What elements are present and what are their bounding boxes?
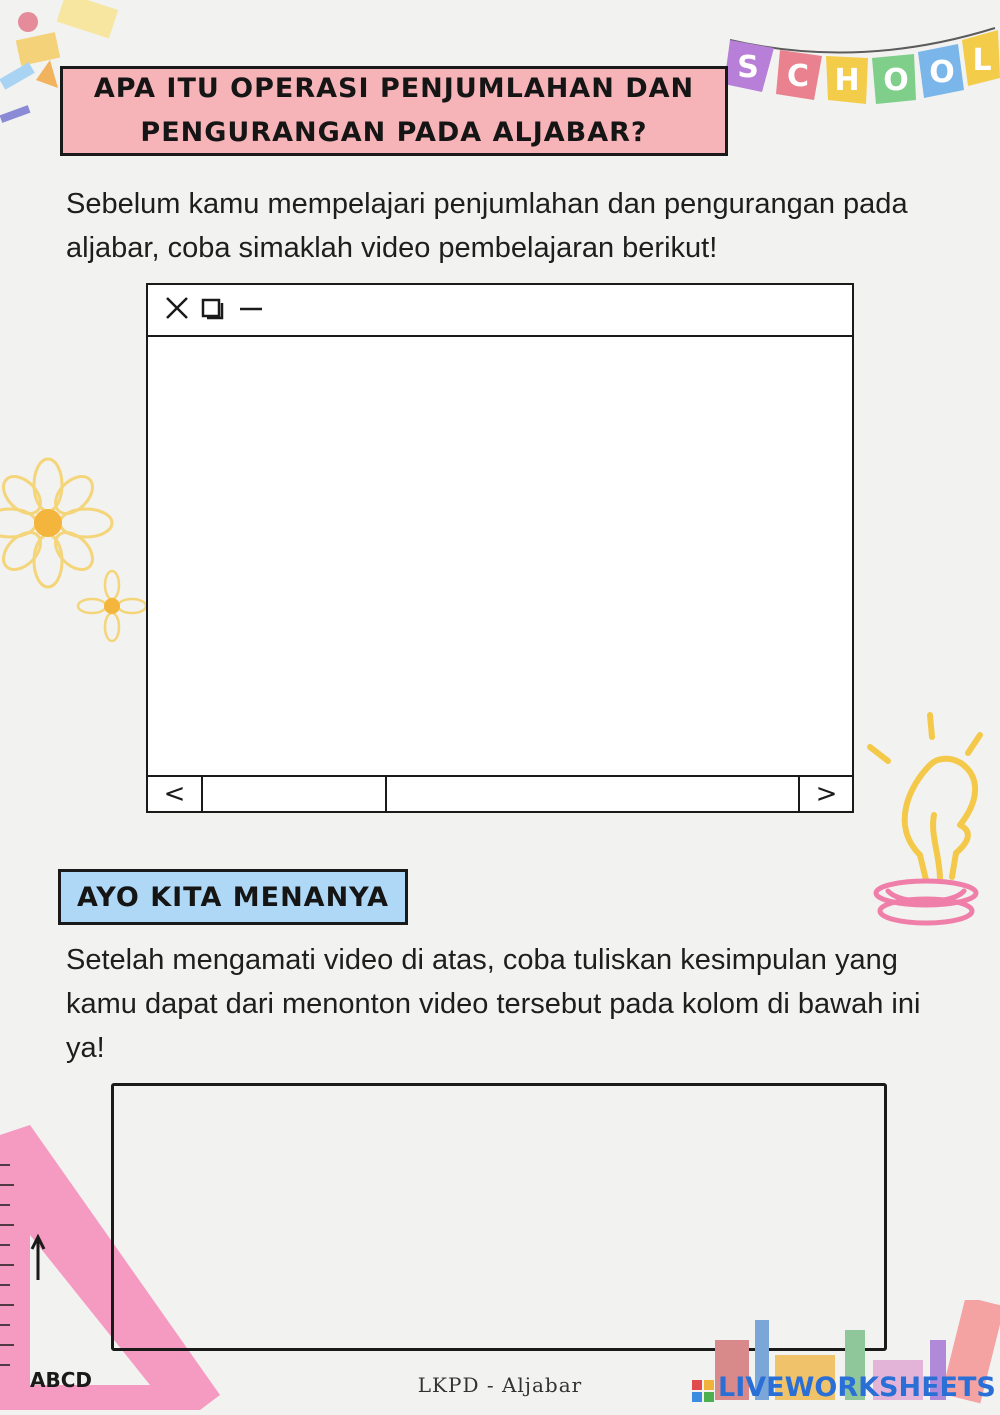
section-heading: AYO KITA MENANYA [76,881,390,913]
intro-paragraph: Sebelum kamu mempelajari penjumlahan dan pengurangan pada aljabar, coba simaklah video pembelajaran berikut! [66,188,908,264]
banner-letter: L [972,43,992,78]
section-label-box [58,869,408,925]
close-icon[interactable] [164,295,190,321]
banner-letter: S [737,50,759,85]
flower-decoration [0,455,150,645]
banner-letter: H [834,63,860,98]
scroll-right-button[interactable]: > [815,779,838,809]
lightbulb-decoration [860,705,1000,945]
liveworksheets-logo-icon [692,1380,714,1402]
brand-name[interactable]: LIVEWORKSHEETS [718,1372,996,1403]
video-window [146,283,854,813]
school-banner-decoration [710,0,1000,140]
minimize-icon[interactable] [238,295,264,321]
window-title-bar [148,285,852,337]
ruler-letters: ABCD [30,1368,93,1392]
page-title-line-1: APA ITU OPERASI PENJUMLAHAN DAN [93,73,695,104]
scroll-track[interactable] [387,777,800,811]
page-title-line-2: PENGURANGAN PADA ALJABAR? [140,117,648,148]
scroll-left-button[interactable]: < [148,777,203,811]
restore-icon[interactable] [200,295,226,321]
banner-letter: C [786,59,810,94]
banner-letter: O [929,55,955,90]
banner-letter: O [883,63,909,98]
window-scrollbar[interactable] [148,775,852,811]
scroll-thumb[interactable] [203,777,387,811]
title-banner [60,66,728,156]
footer-label: LKPD - Aljabar [417,1373,583,1397]
question-paragraph: Setelah mengamati video di atas, coba tuliskan kesimpulan yang kamu dapat dari menonton video tersebut pada kolom di bawah ini ya! [66,944,921,1064]
